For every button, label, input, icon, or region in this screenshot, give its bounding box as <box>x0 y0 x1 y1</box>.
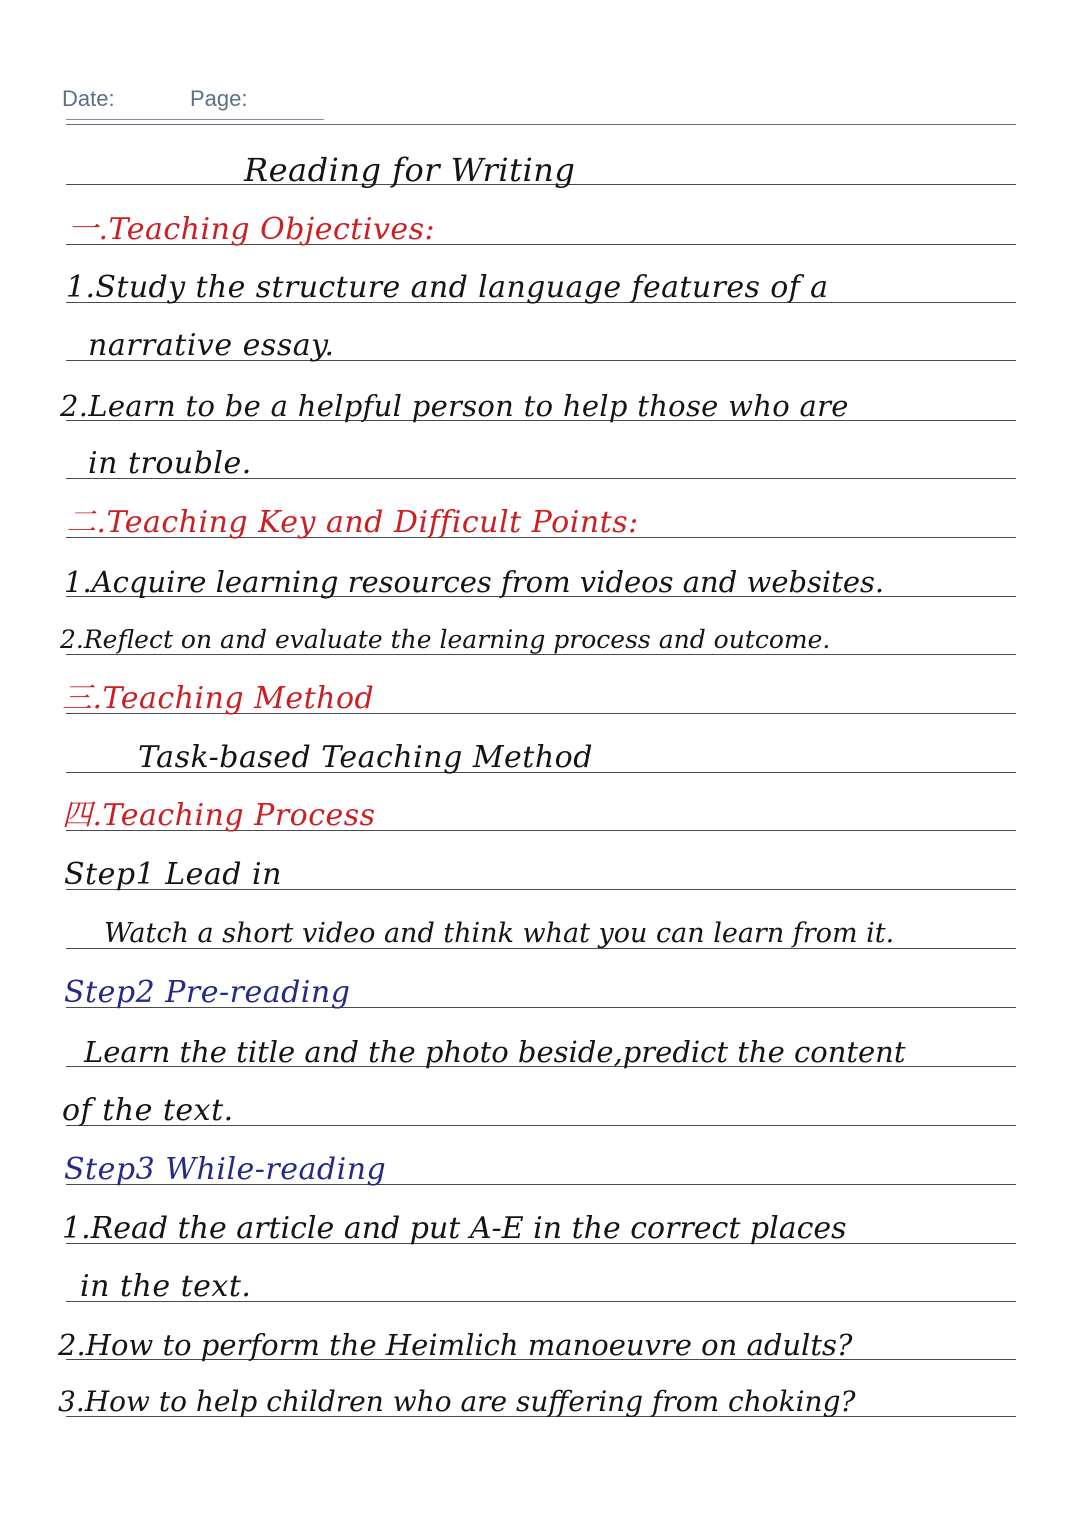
step3-item-2: 2.How to perform the Heimlich manoeuvre on adults? <box>58 1328 853 1362</box>
objective-2-line-1: 2.Learn to be a helpful person to help those who are <box>60 389 849 423</box>
method-heading: 三.Teaching Method <box>62 681 375 716</box>
page-title: Reading for Writing <box>244 151 576 189</box>
objectives-heading: 一.Teaching Objectives: <box>68 212 436 247</box>
key-points-heading: 二.Teaching Key and Difficult Points: <box>66 505 639 540</box>
step2-heading: Step2 Pre-reading <box>64 975 351 1010</box>
step1-heading: Step1 Lead in <box>64 857 282 892</box>
process-heading: 四.Teaching Process <box>62 798 376 833</box>
step2-text-line-2: of the text. <box>62 1093 234 1128</box>
objective-2-line-2: in trouble. <box>88 446 252 481</box>
page-label: Page: <box>190 86 248 111</box>
key-point-1: 1.Acquire learning resources from videos and websites. <box>64 565 885 599</box>
step3-item-1-line-1: 1.Read the article and put A-E in the correct places <box>62 1211 847 1246</box>
key-point-2: 2.Reflect on and evaluate the learning process and outcome. <box>60 625 831 654</box>
step3-item-1-line-2: in the text. <box>80 1269 252 1304</box>
method-text: Task-based Teaching Method <box>138 740 593 775</box>
step2-text-line-1: Learn the title and the photo beside,predict the content <box>84 1035 906 1069</box>
objective-1-line-1: 1.Study the structure and language features of a <box>66 270 829 305</box>
header-rule <box>66 119 324 120</box>
step1-text: Watch a short video and think what you can learn from it. <box>104 918 895 949</box>
objective-1-line-2: narrative essay. <box>88 328 335 363</box>
step3-heading: Step3 While-reading <box>64 1152 387 1187</box>
step3-item-3: 3.How to help children who are suffering from choking? <box>58 1385 856 1418</box>
date-label: Date: <box>62 86 115 111</box>
header-rule <box>66 124 1016 125</box>
